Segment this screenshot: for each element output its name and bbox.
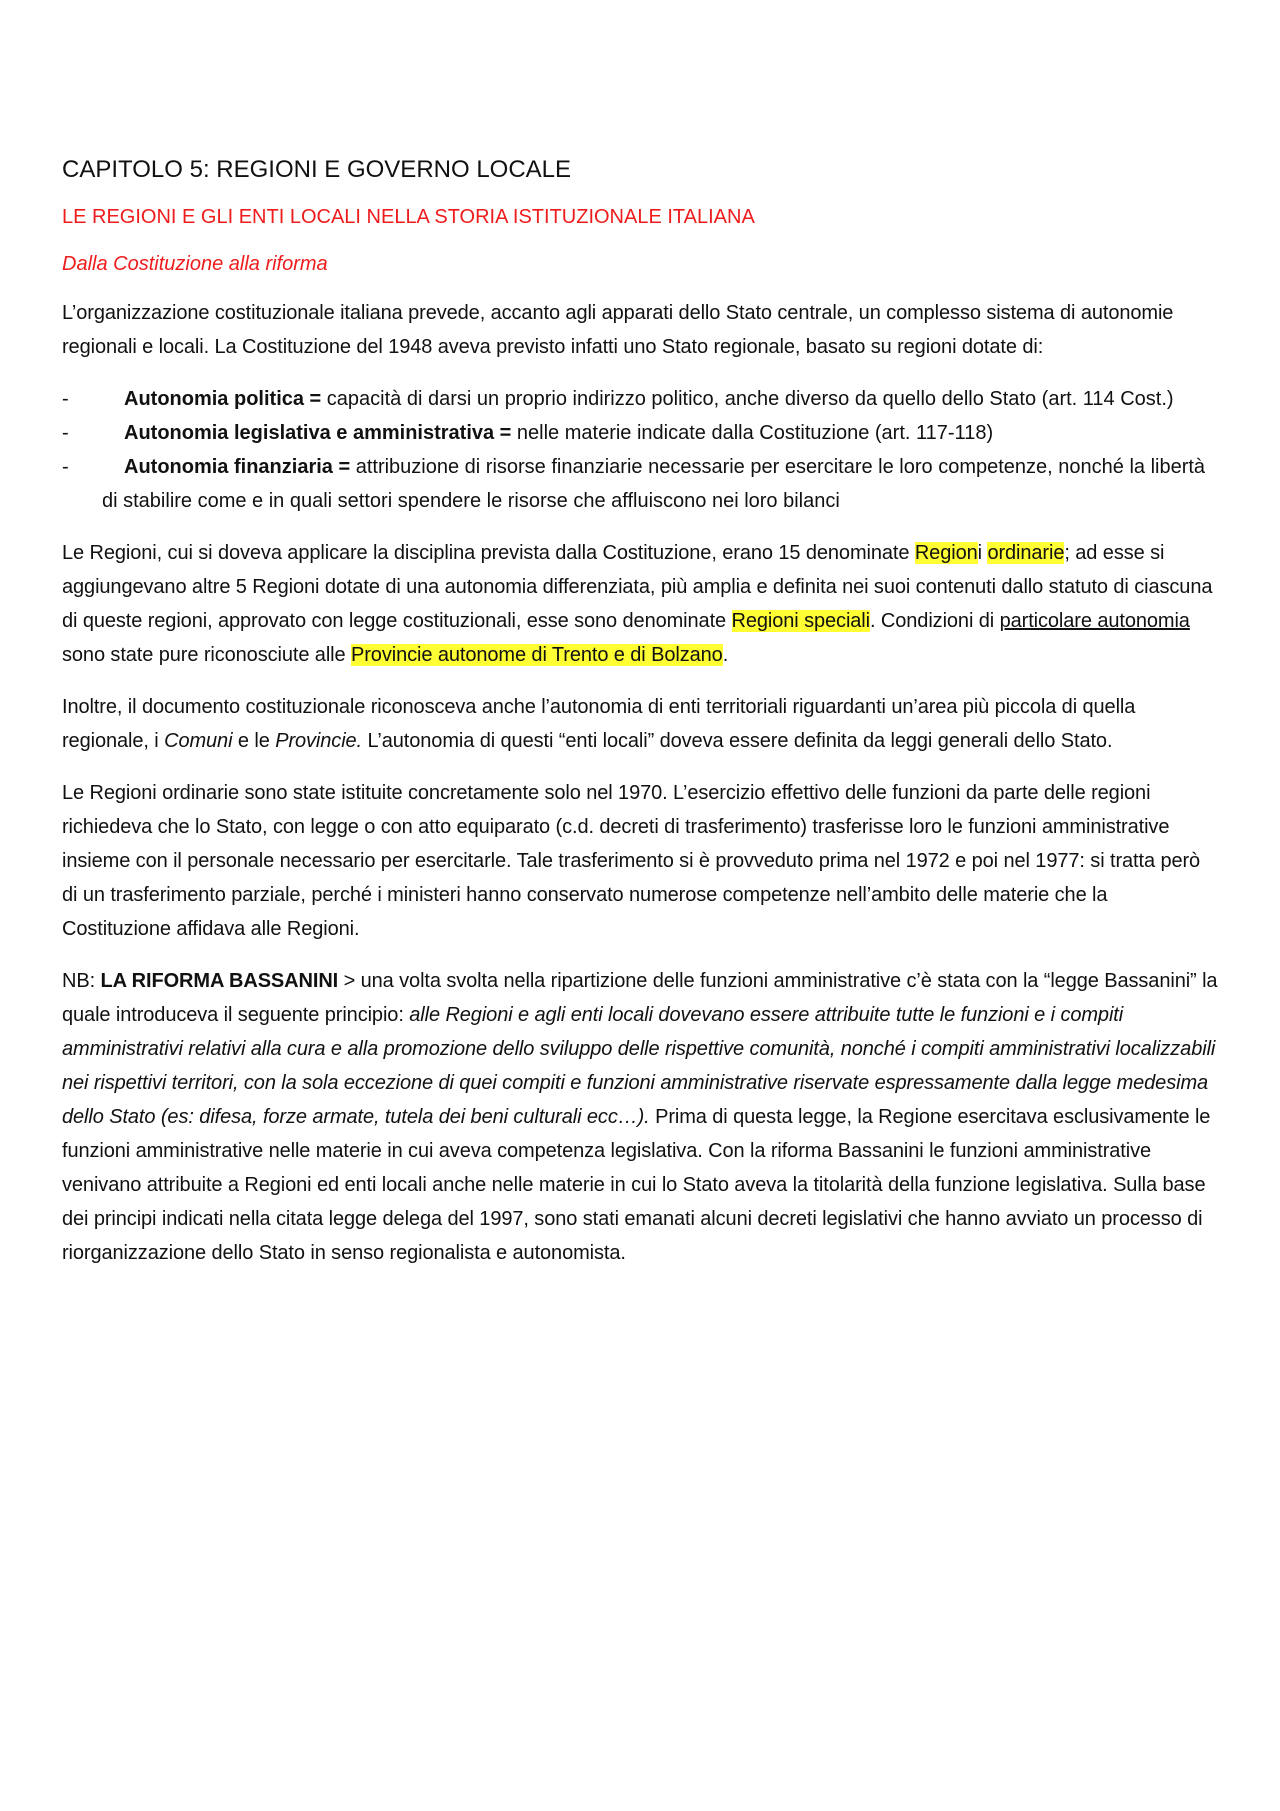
list-item-text: capacità di darsi un proprio indirizzo politico, anche diverso da quello dello Stato (art. 114 Cost.): [321, 388, 1174, 410]
text-run: ; ad esse si aggiungevano altre 5 Regioni dotate di una autonomia differenziata, più amplia e definita nei suoi contenuti dallo statuto di ciascuna di queste regioni, approvato con legge costituzionali, esse sono denominate: [62, 542, 1213, 632]
underlined-text: particolare autonomia: [999, 610, 1190, 632]
text-run: > una volta svolta nella ripartizione delle funzioni amministrative c’è stata con la “legge Bassanini” la quale introduceva il seguente principio:: [62, 970, 1218, 1026]
dash-bullet: -: [62, 388, 69, 410]
list-item-term: Autonomia finanziaria =: [124, 456, 351, 478]
ordinary-regions-paragraph: Le Regioni ordinarie sono state istituite concretamente solo nel 1970. L’esercizio effettivo delle funzioni da parte delle regioni richiedeva che lo Stato, con legge o con atto equiparato (c.d. decreti di trasferimento) trasferisse loro le funzioni amministrative insieme con il personale necessario per esercitarle. Tale trasferimento si è provveduto prima nel 1972 e poi nel 1977: si tratta però di un trasferimento parziale, perché i ministeri hanno conservato numerose competenze nell’ambito delle materie che la Costituzione affidava alle Regioni.: [62, 782, 1201, 940]
list-item: [62, 450, 1220, 518]
highlight: ordinarie: [987, 542, 1065, 564]
local-authorities-paragraph: [62, 690, 1220, 758]
text-run: Prima di questa legge, la Regione esercitava esclusivamente le funzioni amministrative nelle materie in cui aveva competenza legislativa. Con la riforma Bassanini le funzioni amministrative venivano attribuite a Regioni ed enti locali anche nelle materie in cui lo Stato aveva la titolarità della funzione legislativa. Sulla base dei principi indicati nella citata legge delega del 1997, sono stati emanati alcuni decreti legislativi che hanno avviato un processo di riorganizzazione dello Stato in senso regionalista e autonomista.: [62, 1106, 1211, 1264]
chapter-title: CAPITOLO 5: REGIONI E GOVERNO LOCALE: [62, 156, 572, 183]
text-run: NB:: [62, 970, 101, 992]
italic-text: alle Regioni e agli enti locali dovevano essere attribuite tutte le funzioni e i compiti amministrativi relativi alla cura e alla promozione dello sviluppo delle rispettive comunità, nonché i compiti amministrativi localizzabili nei rispettivi territori, con la sola eccezione di quei compiti e funzioni amministrative riservate espressamente dalla legge medesima dello Stato (es: difesa, forze armate, tutela dei beni culturali ecc…).: [62, 1004, 1216, 1128]
regions-paragraph: [62, 536, 1220, 672]
dash-bullet: -: [62, 456, 69, 478]
subsection-title: Dalla Costituzione alla riforma: [62, 253, 328, 275]
dash-bullet: -: [62, 422, 69, 444]
text-run: Inoltre, il documento costituzionale riconosceva anche l’autonomia di enti territoriali riguardanti un’area più piccola di quella regionale, i: [62, 696, 1136, 752]
section-title: LE REGIONI E GLI ENTI LOCALI NELLA STORIA ISTITUZIONALE ITALIANA: [62, 206, 755, 228]
list-item-term: Autonomia politica =: [124, 388, 322, 410]
list-item: [62, 416, 1220, 450]
list-item-text: nelle materie indicate dalla Costituzione (art. 117-118): [511, 422, 994, 444]
text-run: . Condizioni di: [870, 610, 1000, 632]
nb-paragraph: [62, 964, 1220, 1270]
highlight: Provincie autonome di Trento e di Bolzano: [351, 644, 723, 666]
text-run: e le: [232, 730, 276, 752]
text-run: Le Regioni, cui si doveva applicare la disciplina prevista dalla Costituzione, erano 15 denominate: [62, 542, 915, 564]
italic-text: Provincie.: [275, 730, 363, 752]
text-run: sono state pure riconosciute alle: [62, 644, 351, 666]
text-run: .: [722, 644, 729, 666]
highlight: Regioni speciali: [731, 610, 870, 632]
list-item-text: attribuzione di risorse finanziarie necessarie per esercitare le loro competenze, nonché la libertà di stabilire come e in quali settori spendere le risorse che affluiscono nei loro bilanci: [102, 456, 1206, 512]
text-run: L’autonomia di questi “enti locali” doveva essere definita da leggi generali dello Stato.: [362, 730, 1113, 752]
list-item-term: Autonomia legislativa e amministrativa =: [124, 422, 512, 444]
list-item: [62, 382, 1220, 416]
italic-text: Comuni: [164, 730, 233, 752]
bold-text: LA RIFORMA BASSANINI: [100, 970, 339, 992]
intro-paragraph: L’organizzazione costituzionale italiana prevede, accanto agli apparati dello Stato centrale, un complesso sistema di autonomie regionali e locali. La Costituzione del 1948 aveva previsto infatti uno Stato regionale, basato su regioni dotate di:: [62, 302, 1174, 358]
autonomy-list: [62, 382, 1220, 518]
text-run: i: [977, 542, 988, 564]
highlight: Region: [914, 542, 978, 564]
